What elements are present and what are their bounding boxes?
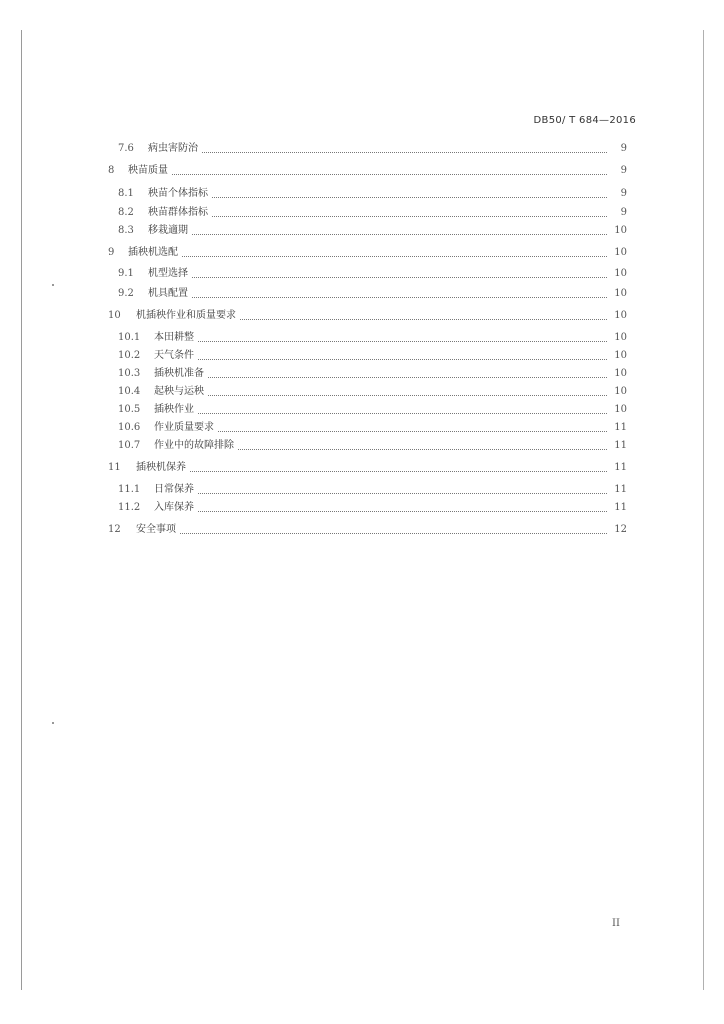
toc-entry-title: 安全事项 bbox=[136, 524, 176, 535]
toc-dot-leader bbox=[238, 449, 607, 450]
toc-entry-number: 9.2 bbox=[118, 288, 134, 299]
toc-entry bbox=[108, 164, 627, 178]
toc-entry-number: 7.6 bbox=[118, 143, 134, 154]
toc-entry bbox=[118, 403, 627, 417]
scan-right-edge bbox=[703, 30, 704, 990]
standard-code-header: DB50/ T 684—2016 bbox=[533, 115, 636, 126]
toc-dot-leader bbox=[180, 533, 607, 534]
toc-entry-number: 8.2 bbox=[118, 207, 134, 218]
toc-dot-leader bbox=[208, 395, 607, 396]
toc-entry-number: 11.2 bbox=[118, 502, 141, 513]
toc-entry-number: 12 bbox=[108, 524, 121, 535]
toc-entry-page: 10 bbox=[614, 404, 627, 415]
toc-dot-leader bbox=[202, 152, 607, 153]
scan-left-edge bbox=[21, 30, 22, 990]
toc-entry-page: 10 bbox=[614, 288, 627, 299]
toc-entry-page: 9 bbox=[620, 207, 627, 218]
toc-entry bbox=[108, 309, 627, 323]
toc-entry-number: 9 bbox=[108, 247, 115, 258]
toc-entry-title: 机插秧作业和质量要求 bbox=[136, 310, 236, 321]
toc-dot-leader bbox=[198, 359, 607, 360]
toc-entry-number: 10 bbox=[108, 310, 121, 321]
toc-entry-title: 插秧作业 bbox=[154, 404, 194, 415]
toc-dot-leader bbox=[192, 297, 607, 298]
toc-entry bbox=[118, 331, 627, 345]
toc-entry-number: 10.2 bbox=[118, 350, 141, 361]
toc-entry-page: 11 bbox=[614, 462, 627, 473]
toc-entry-title: 病虫害防治 bbox=[148, 143, 198, 154]
toc-entry-page: 9 bbox=[620, 143, 627, 154]
toc-entry-number: 10.5 bbox=[118, 404, 141, 415]
toc-entry-title: 机型选择 bbox=[148, 268, 188, 279]
toc-dot-leader bbox=[212, 197, 607, 198]
toc-entry-page: 10 bbox=[614, 247, 627, 258]
toc-dot-leader bbox=[198, 341, 607, 342]
toc-dot-leader bbox=[198, 493, 607, 494]
toc-dot-leader bbox=[192, 277, 607, 278]
toc-dot-leader bbox=[198, 511, 607, 512]
toc-entry-title: 日常保养 bbox=[154, 484, 194, 495]
toc-entry bbox=[118, 224, 627, 238]
toc-entry bbox=[118, 287, 627, 301]
toc-entry-number: 11 bbox=[108, 462, 121, 473]
toc-entry-page: 11 bbox=[614, 502, 627, 513]
toc-entry bbox=[118, 206, 627, 220]
toc-entry-page: 10 bbox=[614, 368, 627, 379]
toc-entry-title: 秧苗质量 bbox=[128, 165, 168, 176]
toc-entry bbox=[118, 142, 627, 156]
toc-dot-leader bbox=[190, 471, 607, 472]
toc-entry bbox=[118, 483, 627, 497]
toc-entry bbox=[118, 421, 627, 435]
toc-entry-page: 12 bbox=[614, 524, 627, 535]
toc-entry bbox=[108, 246, 627, 260]
toc-entry-number: 11.1 bbox=[118, 484, 141, 495]
toc-entry-number: 10.7 bbox=[118, 440, 141, 451]
toc-entry-title: 机具配置 bbox=[148, 288, 188, 299]
toc-entry-page: 10 bbox=[614, 225, 627, 236]
toc-entry-title: 插秧机准备 bbox=[154, 368, 204, 379]
toc-entry-page: 9 bbox=[620, 165, 627, 176]
toc-entry bbox=[108, 523, 627, 537]
toc-entry-page: 10 bbox=[614, 386, 627, 397]
toc-entry-page: 11 bbox=[614, 440, 627, 451]
toc-entry-page: 11 bbox=[614, 422, 627, 433]
toc-dot-leader bbox=[240, 319, 607, 320]
toc-entry-number: 8.3 bbox=[118, 225, 134, 236]
toc-dot-leader bbox=[192, 234, 607, 235]
toc-entry-title: 作业质量要求 bbox=[154, 422, 214, 433]
toc-entry bbox=[118, 349, 627, 363]
toc-dot-leader bbox=[208, 377, 607, 378]
toc-entry-title: 插秧机选配 bbox=[128, 247, 178, 258]
toc-entry-page: 10 bbox=[614, 350, 627, 361]
scan-speck bbox=[52, 284, 54, 286]
toc-entry-page: 9 bbox=[620, 188, 627, 199]
toc-dot-leader bbox=[212, 216, 607, 217]
toc-entry-page: 10 bbox=[614, 332, 627, 343]
toc-entry bbox=[118, 501, 627, 515]
toc-entry-title: 作业中的故障排除 bbox=[154, 440, 234, 451]
toc-entry-title: 移栽適期 bbox=[148, 225, 188, 236]
toc-entry bbox=[118, 267, 627, 281]
toc-dot-leader bbox=[198, 413, 607, 414]
toc-entry bbox=[118, 439, 627, 453]
toc-entry-page: 10 bbox=[614, 310, 627, 321]
toc-entry-number: 8 bbox=[108, 165, 115, 176]
toc-entry-title: 插秧机保养 bbox=[136, 462, 186, 473]
toc-entry-number: 10.6 bbox=[118, 422, 141, 433]
scan-speck bbox=[52, 722, 54, 724]
toc-entry bbox=[118, 187, 627, 201]
toc-entry-title: 入库保养 bbox=[154, 502, 194, 513]
toc-entry-title: 本田耕整 bbox=[154, 332, 194, 343]
toc-entry-number: 10.1 bbox=[118, 332, 141, 343]
toc-entry bbox=[108, 461, 627, 475]
toc-entry-number: 10.4 bbox=[118, 386, 141, 397]
toc-entry-number: 10.3 bbox=[118, 368, 141, 379]
toc-entry-page: 11 bbox=[614, 484, 627, 495]
toc-dot-leader bbox=[218, 431, 607, 432]
toc-entry-title: 秧苗个体指标 bbox=[148, 188, 208, 199]
page-number: II bbox=[612, 918, 620, 929]
toc-entry bbox=[118, 385, 627, 399]
toc-entry-title: 秧苗群体指标 bbox=[148, 207, 208, 218]
toc-dot-leader bbox=[172, 174, 607, 175]
toc-entry bbox=[118, 367, 627, 381]
toc-entry-page: 10 bbox=[614, 268, 627, 279]
toc-dot-leader bbox=[182, 256, 607, 257]
toc-entry-number: 8.1 bbox=[118, 188, 134, 199]
toc-entry-title: 起秧与运秧 bbox=[154, 386, 204, 397]
toc-entry-title: 天气条件 bbox=[154, 350, 194, 361]
toc-entry-number: 9.1 bbox=[118, 268, 134, 279]
